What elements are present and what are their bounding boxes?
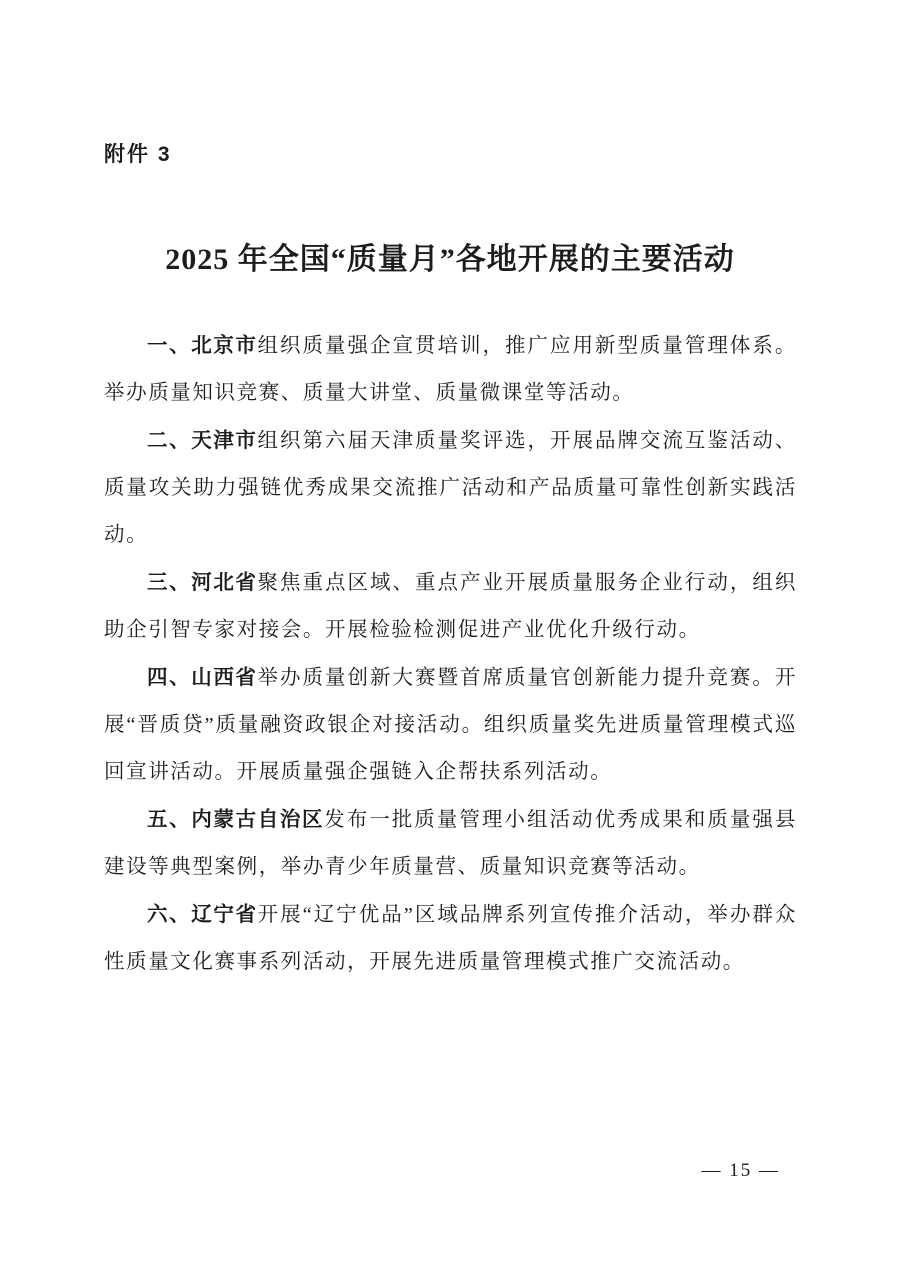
paragraph-hebei xyxy=(104,559,797,654)
paragraph-text: 发布一批质量管理小组活动优秀成果和质量强县建设等典型案例，举办青少年质量营、质量知识竞赛等活动。 xyxy=(104,809,797,878)
paragraph-lead: 三、河北省 xyxy=(147,571,258,594)
paragraph-tianjin xyxy=(104,417,797,559)
document-title: 2025 年全国“质量月”各地开展的主要活动 xyxy=(165,243,735,276)
paragraph-text: 组织第六届天津质量奖评选，开展品牌交流互鉴活动、质量攻关助力强链优秀成果交流推广活动和产品质量可靠性创新实践活动。 xyxy=(104,430,798,546)
paragraph-lead: 四、山西省 xyxy=(147,666,258,689)
paragraph-beijing xyxy=(104,322,797,417)
document-body xyxy=(104,322,797,986)
paragraph-neimenggu xyxy=(104,796,797,891)
attachment-label: 附件 3 xyxy=(104,143,172,166)
paragraph-lead: 一、北京市 xyxy=(147,334,258,357)
paragraph-text: 举办质量创新大赛暨首席质量官创新能力提升竞赛。开展“晋质贷”质量融资政银企对接活动。组织质量奖先进质量管理模式巡回宣讲活动。开展质量强企强链入企帮扶系列活动。 xyxy=(104,667,798,783)
paragraph-text: 开展“辽宁优品”区域品牌系列宣传推介活动，举办群众性质量文化赛事系列活动，开展先进质量管理模式推广交流活动。 xyxy=(104,904,797,973)
paragraph-lead: 五、内蒙古自治区 xyxy=(147,808,325,831)
paragraph-shanxi xyxy=(104,654,797,796)
paragraph-text: 组织质量强企宣贯培训，推广应用新型质量管理体系。举办质量知识竞赛、质量大讲堂、质量微课堂等活动。 xyxy=(104,335,798,404)
paragraph-lead: 二、天津市 xyxy=(147,429,258,452)
page-number: — 15 — xyxy=(701,1160,780,1181)
paragraph-lead: 六、辽宁省 xyxy=(147,903,258,926)
paragraph-text: 聚焦重点区域、重点产业开展质量服务企业行动，组织助企引智专家对接会。开展检验检测促进产业优化升级行动。 xyxy=(104,572,798,641)
paragraph-liaoning xyxy=(104,891,797,986)
